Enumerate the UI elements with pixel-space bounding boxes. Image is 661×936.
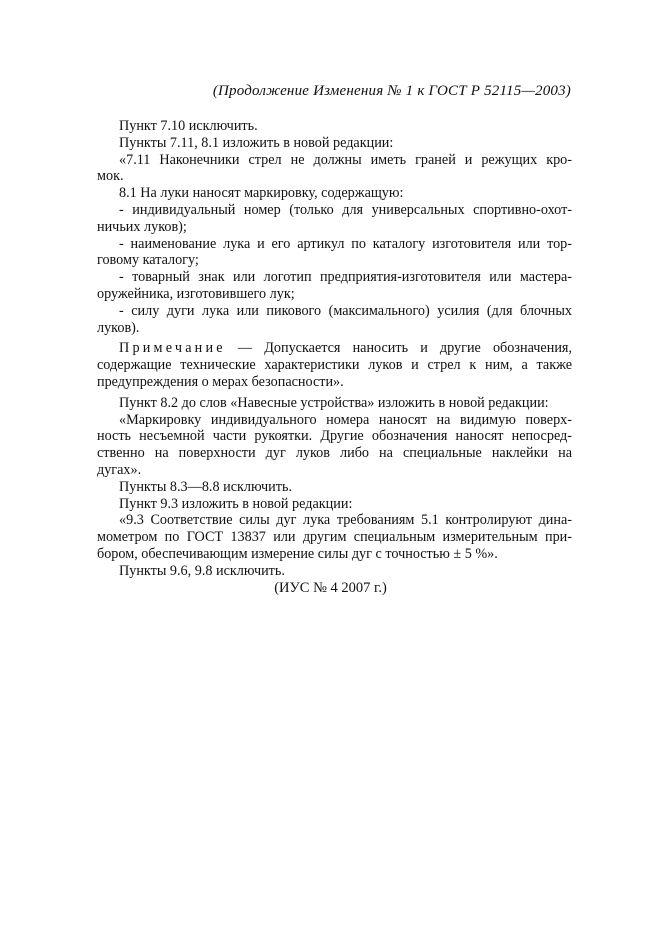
list-item-line: - силу дуги лука или пикового (максимального) усилия (для блочных <box>119 302 572 319</box>
paragraph-line: Пункт 7.10 исключить. <box>119 118 258 134</box>
paragraph-line: Пункты 8.3—8.8 исключить. <box>119 478 292 495</box>
paragraph-line: мок. <box>97 168 124 185</box>
paragraph-line: «Маркировку индивидуального номера наносят на видимую поверх- <box>119 411 572 428</box>
paragraph-line: Пункт 9.3 изложить в новой редакции: <box>119 495 353 512</box>
list-item-line: - товарный знак или логотип предприятия-изготовителя или мастера- <box>119 269 572 286</box>
list-item-line: луков). <box>97 319 140 336</box>
source-reference: (ИУС № 4 2007 г.) <box>274 580 387 596</box>
paragraph-line: дугах». <box>97 461 142 478</box>
note-text: — Допускается наносить и другие обозначения, <box>225 340 572 357</box>
list-item-line: говому каталогу; <box>97 252 199 269</box>
paragraph-line: ность несъемной части рукоятки. Другие обозначения наносят непосред- <box>97 428 572 445</box>
note-label: Примечание <box>119 340 226 357</box>
paragraph-line: «9.3 Соответствие силы дуг лука требованиям 5.1 контролируют дина- <box>119 512 572 529</box>
paragraph-line: Пункт 8.2 до слов «Навесные устройства» изложить в новой редакции: <box>119 394 549 411</box>
list-item-line: - наименование лука и его артикул по каталогу изготовителя или тор- <box>119 235 572 252</box>
list-item-line: - индивидуальный номер (только для универсальных спортивно-охот- <box>119 201 572 218</box>
list-item-line: ничьих луков); <box>97 218 187 235</box>
document-body <box>97 118 572 580</box>
note-line: содержащие технические характеристики луков и стрел к ним, а также <box>97 357 572 374</box>
page-header: (Продолжение Изменения № 1 к ГОСТ Р 52115—2003) <box>212 83 571 99</box>
note-line <box>97 340 572 357</box>
paragraph-line: «7.11 Наконечники стрел не должны иметь граней и режущих кро- <box>119 151 572 168</box>
list-item-line: оружейника, изготовившего лук; <box>97 285 295 302</box>
paragraph-line: 8.1 На луки наносят маркировку, содержащую: <box>119 185 404 202</box>
note-line: предупреждения о мерах безопасности». <box>97 373 344 390</box>
paragraph-line: бором, обеспечивающим измерение силы дуг с точностью ± 5 %». <box>97 545 498 562</box>
paragraph-line: Пункты 9.6, 9.8 исключить. <box>119 562 285 579</box>
paragraph-line: Пункты 7.11, 8.1 изложить в новой редакции: <box>119 134 394 151</box>
paragraph-line: ственно на поверхности дуг луков либо на специальные наклейки на <box>97 445 572 462</box>
paragraph-line: мометром по ГОСТ 13837 или другим специальным измерительным при- <box>97 529 572 546</box>
